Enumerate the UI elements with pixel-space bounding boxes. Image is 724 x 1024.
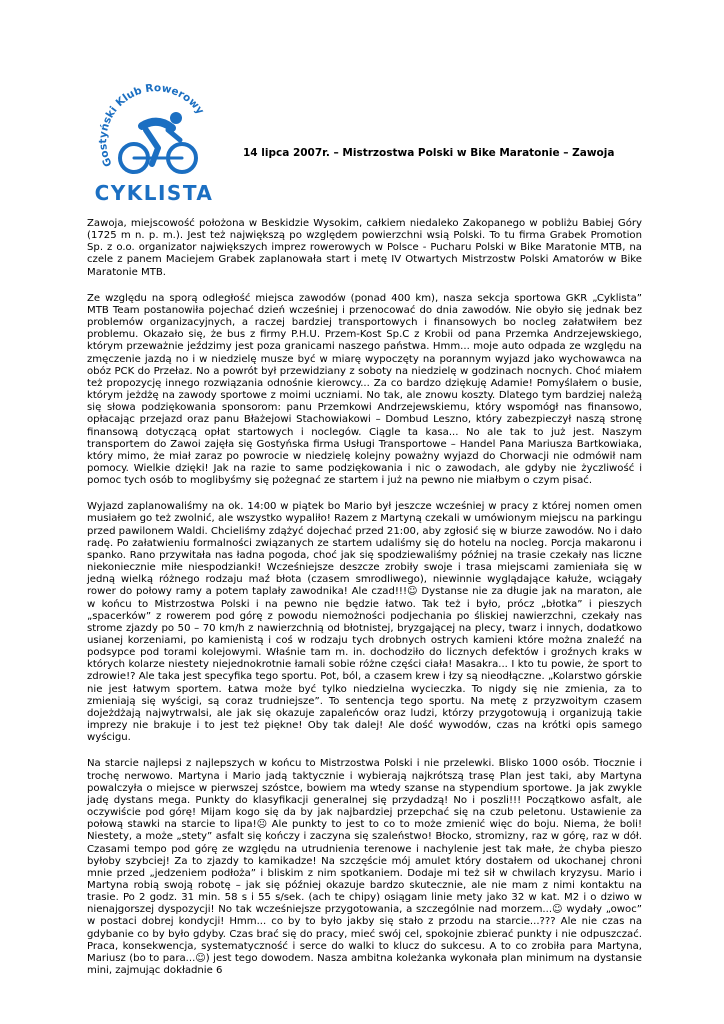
cyclist-icon [120,112,196,172]
logo-arc-text: Gostyński Klub Rowerowy [97,82,207,169]
logo-name: CYKLISTA [94,181,214,205]
paragraph-intro: Zawoja, miejscowość położona w Beskidzie Wysokim, całkiem niedaleko Zakopanego w pobliżu Babiej Góry (1725 m n. p. m.). Jest też największą po względem powierzchni wsią Polski. To tu firma Grabek Promotion Sp. z o.o. organizator największych imprez rowerowych w Polsce - Pucharu Polski w Bike Maratonie MTB, na czele z panem Maciejem Grabek zaplanowała start i metę IV Otwartych Mistrzostw Polski Amatorów w Bike Maratonie MTB. [87,218,642,278]
page-title: 14 lipca 2007r. – Mistrzostwa Polski w Bike Maratonie – Zawoja [243,147,615,159]
paragraph-race: Na starcie najlepsi z najlepszych w końcu to Mistrzostwa Polski i nie przelewki. Blisko 1000 osób. Tłocznie i trochę nerwowo. Martyna i Mario jadą taktycznie i wybierają najkrótszą trasę Plan jest taki, aby Martyna powalczyła o miejsce w pierwszej szóstce, bowiem ma wtedy szanse na stypendium sportowe. Ja jak zwykle jadę dystans mega. Punkty do klasyfikacji generalnej się przydadzą! No i poszli!!! Początkowo asfalt, ale oczywiście pod górę! Mijam kogo się da by jak najbardziej przepchać się na czub peletonu. Ustawienie za połową stawki na starcie to lipa!☹ Ale punkty to jest to co to może zmienić więc do boju. Niema, że boli! Niestety, a może „stety” asfalt się kończy i zaczyna się szaleństwo! Błocko, stromizny, raz w górę, raz w dół. Czasami tempo pod górę ze względu na utrudnienia terenowe i nachylenie jest tak małe, że chyba pieszo byłoby szybciej! Za to zjazdy to kamikadze! Na szczęście mój amulet który dostałem od ukochanej chroni mnie przed „jedzeniem podłoża” i bliskim z nim spotkaniem. Dodaje mi też sił w chwilach kryzysu. Mario i Martyna robią swoją robotę – jak się później okazuje bardzo skutecznie, ale nie mam z nimi kontaktu na trasie. Po 2 godz. 31 min. 58 s i 55 s/sek. (ach te chipy) osiągam linie mety jako 32 w kat. M2 i o dziwo w nienajgorszej dyspozycji! No tak wcześniejsze przygotowania, a szczególnie nad morzem...☺ wydały „owoc” w postaci dobrej kondycji! Hmm... co by to było jakby się stało z przodu na starcie...??? Ale nie czas na gdybanie co by było gdyby. Czas brać się do pracy, mieć swój cel, spokojnie zbierać punkty i nie odpuszczać. Praca, konsekwencja, systematyczność i serce do walki to klucz do sukcesu. A to co zrobiła para Martyna, Mariusz (bo to para...☺) jest tego dowodem. Nasza ambitna koleżanka wykonała plan minimum na dystansie mini, zajmując dokładnie 6 [87,758,642,977]
article-body [87,218,642,989]
paragraph-sponsors: Ze względu na sporą odległość miejsca zawodów (ponad 400 km), nasza sekcja sportowa GKR „Cyklista” MTB Team postanowiła pojechać dzień wcześniej i przenocować do dnia zawodów. Nie obyło się jednak bez problemów organizacyjnych, a raczej bardziej transportowych i finansowych bo nocleg załatwiłem bez problemu. Okazało się, że bus z firmy P.H.U. Przem-Kost Sp.C z Krobii od pana Przemka Andrzejewskiego, którym przeważnie jeździmy jest poza granicami naszego państwa. Hmm... moje auto odpada ze względu na zmęczenie jazdą no i w niedzielę musze być w miarę wypoczęty na porannym wyjazd jako wychowawca na obóz PCK do Przełaz. No a powrót był przewidziany z soboty na niedzielę w godzinach nocnych. Choć miałem też propozycję innego rozwiązania odnośnie kierowcy... Za co bardzo dziękuję Adamie! Pomyślałem o busie, którym jeżdżę na zawody sportowe z moimi uczniami. No tak, ale znowu koszty. Dlatego tym bardziej należą się słowa podziękowania sponsorom: panu Przemkowi Andrzejewskiemu, który wspomógł nas finansowo, opłacając przejazd oraz panu Błażejowi Stachowiakowi – Dombud Leszno, który zabezpieczył naszą stronę finansową dotyczącą opłat startowych i noclegów. Ciągle ta kasa... No ale tak to już jest. Naszym transportem do Zawoi zajęła się Gostyńska firma Usługi Transportowe – Handel Pana Mariusza Bartkowiaka, który mimo, że miał zaraz po powrocie w niedzielę kolejny poważny wyjazd do Chorwacji nie odmówił nam pomocy. Wielkie dzięki! Jak na razie to same podziękowania i nic o zawodach, ale gdyby nie życzliwość i pomoc tych osób to moglibyśmy się pożegnać ze startem i już na pewno nie miałbym o czym pisać. [87,292,642,487]
club-logo [84,72,224,212]
paragraph-trip: Wyjazd zaplanowaliśmy na ok. 14:00 w piątek bo Mario był jeszcze wcześniej w pracy z której nomen omen musiałem go też zwolnić, ale wszystko wypaliło! Razem z Martyną czekali w umówionym miejscu na parkingu przed pawilonem Waldi. Chcieliśmy zdążyć dojechać przed 21:00, aby zgłosić się w biurze zawodów. No i dało radę. Po załatwieniu formalności związanych ze startem udaliśmy się do hotelu na nocleg. Porcja makaronu i spanko. Rano przywitała nas ładna pogoda, choć jak się spodziewaliśmy później na trasie czekały nas liczne niekoniecznie miłe niespodzianki! Wcześniejsze deszcze zrobiły swoje i trasa miejscami zamieniała się w jedną wielką różnego rodzaju maź błota (czasem smrodliwego), niewinnie wyglądające kałuże, wciągały rower do połowy ramy a potem taplały zawodnika! Ale czad!!!☺ Dystanse nie za długie jak na maraton, ale w końcu to Mistrzostwa Polski i na pewno nie będzie łatwo. Tak też i było, prócz „błotka” i pieszych „spacerków” z rowerem pod górę z powodu niemożności podjechania po śliskiej nawierzchni, czekały nas strome zjazdy po 50 – 70 km/h z nawierzchnią od błotnistej, bryzgającej na plecy, twarz i innych, dodatkowo usianej korzeniami, po kamienistą i coś w rodzaju tych drobnych ostrych kamieni które można znaleźć na podsypce pod torami kolejowymi. Właśnie tam m. in. dochodziło do licznych defektów i groźnych kraks w których kolarze niestety niejednokrotnie łamali sobie różne części ciała! Masakra... I kto tu powie, że sport to zdrowie!? Ale taka jest specyfika tego sportu. Pot, ból, a czasem krew i łzy są nieodłączne. „Kolarstwo górskie nie jest łatwym sportem. Łatwa może być tylko niedzielna wycieczka. To nigdy się nie zmienia, za to zmieniają się wyścigi, są coraz trudniejsze”. To sentencja tego sportu. Na metę z przyzwoitym czasem dojeżdżają najwytrwalsi, ale jak się okazuje zapaleńców oraz ludzi, którzy przygotowują i organizują takie imprezy nie brakuje i to jest też piękne! Oby tak dalej! Ale dość wywodów, czas na krótki opis samego wyścigu. [87,501,642,744]
